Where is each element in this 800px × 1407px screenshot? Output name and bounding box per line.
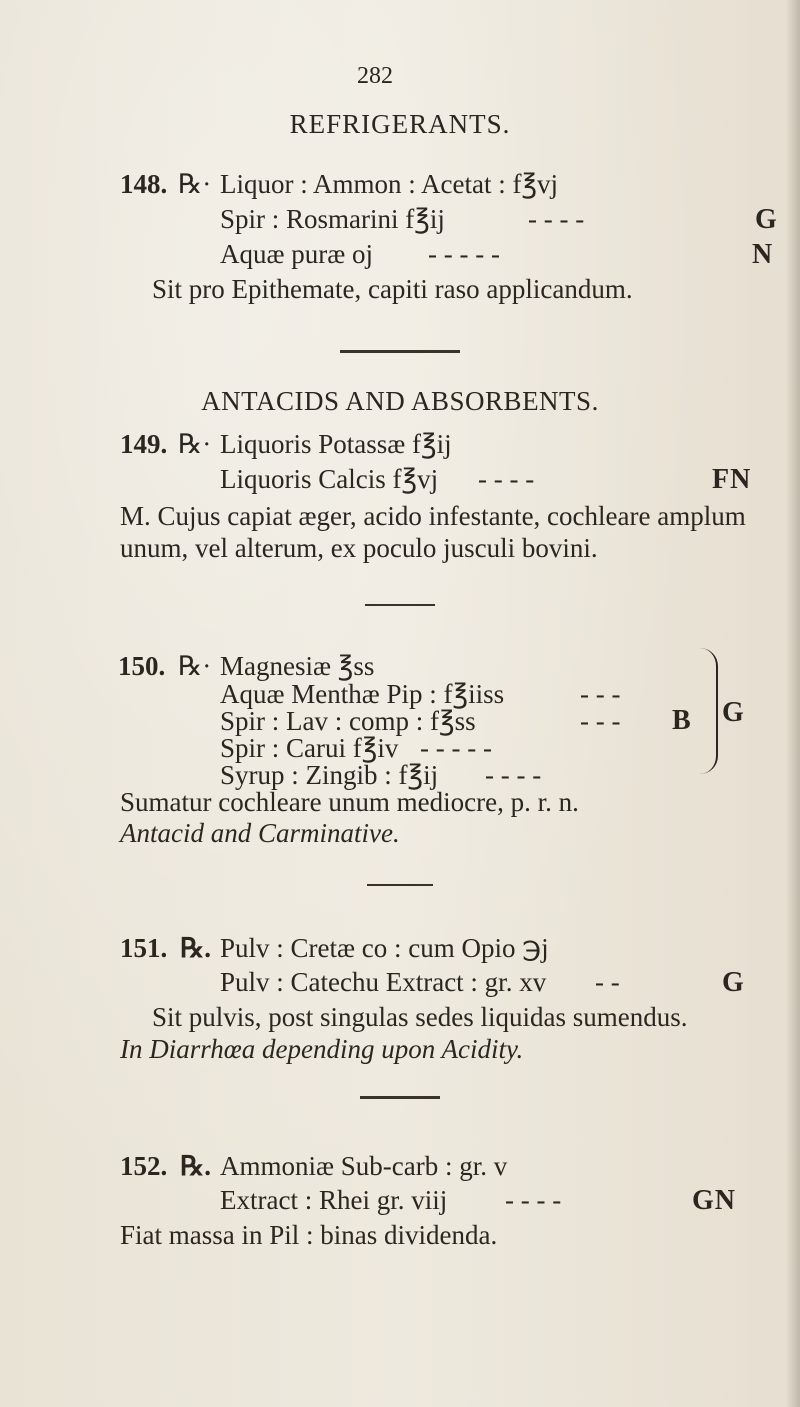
rx148-dashes-1: - - - - bbox=[528, 204, 585, 234]
rx151-dashes: - - bbox=[595, 967, 620, 997]
rx151-note: In Diarrhœa depending upon Acidity. bbox=[120, 1034, 524, 1064]
rx148-ingredient-2: Spir : Rosmarini f℥ij bbox=[220, 204, 445, 234]
rx149-mark: FN bbox=[712, 464, 752, 495]
rx148-ingredient-3: Aquæ puræ oj bbox=[220, 239, 374, 269]
rx150-ingredient-1: Magnesiæ ℥ss bbox=[220, 651, 375, 681]
rx148-ingredient-1: Liquor : Ammon : Acetat : f℥vj bbox=[220, 169, 559, 199]
recipe-symbol: ℞· bbox=[178, 429, 212, 459]
rx150-ingredient-2: Aquæ Menthæ Pip : f℥iiss bbox=[220, 679, 505, 709]
section-heading-antacids: ANTACIDS AND ABSORBENTS. bbox=[201, 386, 599, 416]
rx-number-148: 148. bbox=[120, 169, 168, 199]
rx149-dashes: - - - - bbox=[478, 464, 535, 494]
rx152-direction: Fiat massa in Pil : binas dividenda. bbox=[120, 1220, 498, 1250]
rx-number-152: 152. bbox=[120, 1151, 168, 1181]
rx151-mark: G bbox=[722, 967, 745, 998]
page-edge-shadow bbox=[786, 0, 800, 1407]
section-heading-refrigerants: REFRIGERANTS. bbox=[289, 109, 511, 139]
rx149-ingredient-1: Liquoris Potassæ f℥ij bbox=[220, 429, 452, 459]
rx-number-150: 150. bbox=[118, 651, 166, 681]
rx-number-149: 149. bbox=[120, 429, 168, 459]
recipe-symbol: ℞· bbox=[178, 169, 212, 199]
rx151-ingredient-2: Pulv : Catechu Extract : gr. xv bbox=[220, 967, 547, 997]
recipe-symbol: ℞. bbox=[180, 933, 211, 963]
rx151-ingredient-1: Pulv : Cretæ co : cum Opio ℈j bbox=[220, 933, 549, 963]
rx-divider bbox=[360, 1096, 440, 1099]
rx150-direction: Sumatur cochleare unum mediocre, p. r. n. bbox=[120, 787, 579, 817]
rx-divider bbox=[365, 604, 435, 606]
rx150-dashes-1: - - - bbox=[580, 679, 621, 709]
rx150-dashes-2: - - - bbox=[580, 706, 621, 736]
rx148-mark-2: N bbox=[752, 239, 774, 270]
rx152-dashes: - - - - bbox=[505, 1185, 562, 1215]
rx148-mark-1: G bbox=[755, 204, 778, 235]
rx152-mark: GN bbox=[692, 1185, 736, 1216]
recipe-symbol: ℞. bbox=[180, 1151, 211, 1181]
rx-divider bbox=[367, 884, 433, 886]
rx150-mark-2: G bbox=[722, 697, 745, 728]
rx148-dashes-2: - - - - - bbox=[428, 239, 500, 269]
rx150-ingredient-5: Syrup : Zingib : f℥ij bbox=[220, 760, 439, 790]
rx150-dashes-4: - - - - bbox=[485, 760, 542, 790]
rx-number-151: 151. bbox=[120, 933, 168, 963]
rx149-ingredient-2: Liquoris Calcis f℥vj bbox=[220, 464, 439, 494]
rx150-brace bbox=[700, 648, 718, 774]
rx149-direction-1: M. Cujus capiat æger, acido infestante, cochleare amplum bbox=[120, 501, 746, 531]
rx151-direction: Sit pulvis, post singulas sedes liquidas sumendus. bbox=[152, 1002, 688, 1032]
rx148-direction: Sit pro Epithemate, capiti raso applicandum. bbox=[152, 274, 633, 304]
rx149-direction-2: unum, vel alterum, ex poculo jusculi bovini. bbox=[120, 533, 598, 563]
rx150-mark-1: B bbox=[672, 705, 692, 736]
rx150-note: Antacid and Carminative. bbox=[120, 818, 400, 848]
page-number: 282 bbox=[357, 63, 393, 89]
section-divider bbox=[340, 350, 460, 353]
rx150-ingredient-3: Spir : Lav : comp : f℥ss bbox=[220, 706, 476, 736]
rx152-ingredient-1: Ammoniæ Sub-carb : gr. v bbox=[220, 1151, 508, 1181]
rx150-ingredient-4: Spir : Carui f℥iv bbox=[220, 733, 399, 763]
rx150-dashes-3: - - - - - bbox=[420, 733, 492, 763]
rx152-ingredient-2: Extract : Rhei gr. viij bbox=[220, 1185, 448, 1215]
recipe-symbol: ℞· bbox=[178, 651, 212, 681]
